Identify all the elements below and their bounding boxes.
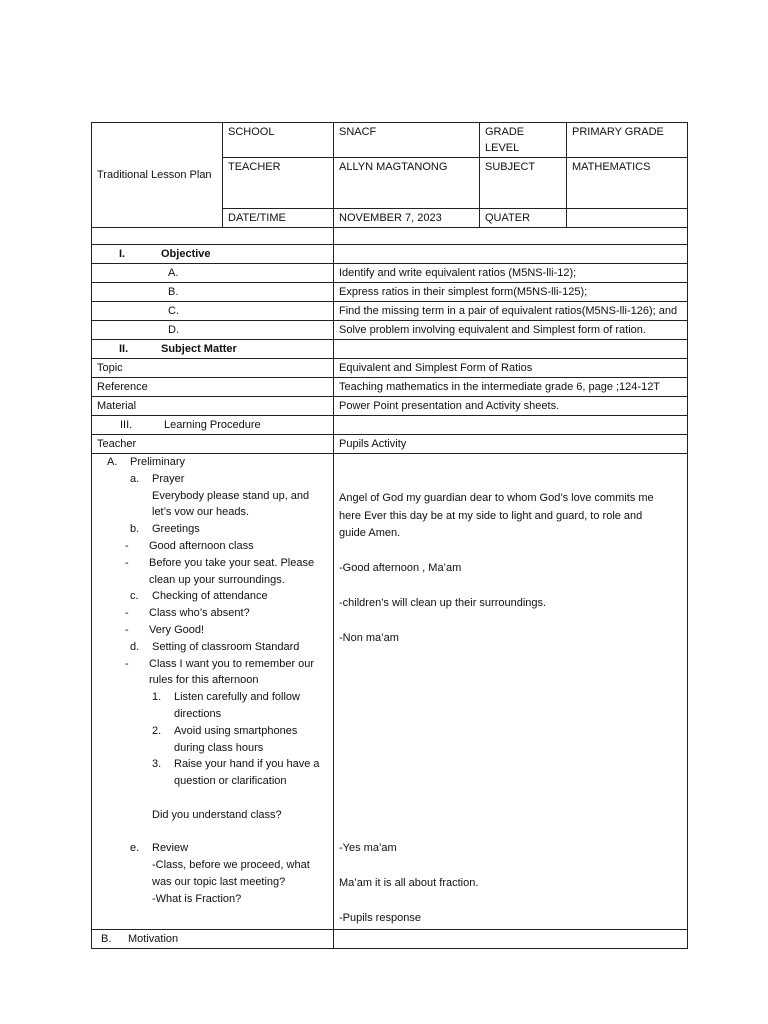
objective-title: Objective (161, 248, 211, 260)
procedure-heading (92, 416, 334, 435)
teacher-line (98, 639, 329, 656)
teacher-line (98, 723, 329, 740)
teacher-line-text: question or clarification (174, 775, 287, 788)
pupil-line (339, 613, 682, 631)
pupil-line (339, 718, 682, 736)
lesson-plan-table (91, 122, 688, 949)
pupil-line (339, 648, 682, 666)
teacher-line-marker: c. (130, 590, 139, 603)
pupil-line: -Good afternoon , Ma’am (339, 562, 462, 574)
reference-label: Reference (92, 378, 334, 397)
datetime-label: DATE/TIME (223, 209, 334, 228)
teacher-line-text: Greetings (152, 523, 200, 536)
school-label: SCHOOL (223, 123, 334, 158)
teacher-line (98, 740, 329, 757)
reference-value: Teaching mathematics in the intermediate grade 6, page ;124-12T (334, 378, 688, 397)
teacher-line-text: let’s vow our heads. (152, 506, 250, 519)
motivation-title: Motivation (128, 932, 179, 945)
pupil-line (339, 893, 682, 911)
teacher-line (98, 790, 329, 807)
teacher-line-marker: d. (130, 640, 140, 653)
pupil-line (339, 683, 682, 701)
grade-level-value: PRIMARY GRADE (567, 123, 688, 158)
teacher-line-text: Before you take your seat. Please (149, 556, 315, 569)
quarter-label: QUATER (480, 209, 567, 228)
teacher-activity-lines (98, 454, 329, 908)
blank-cell (92, 228, 334, 245)
teacher-line (98, 504, 329, 521)
pupil-line: -Yes ma’am (339, 842, 397, 854)
teacher-line (98, 454, 329, 471)
datetime-value: NOVEMBER 7, 2023 (334, 209, 480, 228)
teacher-line-marker: - (125, 539, 129, 552)
teacher-line (98, 471, 329, 488)
subject-matter-heading (92, 340, 334, 359)
teacher-line (98, 689, 329, 706)
teacher-line-text: rules for this afternoon (149, 674, 259, 687)
teacher-line (98, 555, 329, 572)
pupil-line (339, 700, 682, 718)
teacher-line-text: -Class, before we proceed, what (152, 859, 310, 872)
teacher-line-text: Class I want you to remember our (149, 657, 315, 670)
teacher-activity-cell (92, 454, 334, 930)
teacher-line-text: Setting of classroom Standard (152, 640, 300, 653)
teacher-line-text: Good afternoon class (149, 539, 254, 552)
objective-letter: C. (92, 302, 334, 321)
teacher-line (98, 773, 329, 790)
blank-cell (334, 228, 688, 245)
teacher-column-header: Teacher (92, 435, 334, 454)
material-label: Material (92, 397, 334, 416)
pupil-line (339, 735, 682, 753)
teacher-value: ALLYN MAGTANONG (334, 158, 480, 209)
subject-label: SUBJECT (480, 158, 567, 209)
teacher-line-text: Checking of attendance (152, 590, 268, 603)
material-value: Power Point presentation and Activity sheets. (334, 397, 688, 416)
objective-letter: A. (92, 264, 334, 283)
teacher-line-text: -What is Fraction? (152, 892, 242, 905)
procedure-number: III. (120, 419, 133, 431)
objective-number: I. (119, 248, 126, 260)
pupil-line (339, 543, 682, 561)
teacher-line-marker: A. (107, 456, 118, 468)
teacher-line-text: Review (152, 842, 189, 855)
teacher-line-marker: - (125, 623, 129, 636)
topic-label: Topic (92, 359, 334, 378)
quarter-value (567, 209, 688, 228)
teacher-line (98, 588, 329, 605)
teacher-line-marker: 2. (152, 724, 162, 737)
school-value: SNACF (334, 123, 480, 158)
teacher-line-text: was our topic last meeting? (152, 875, 286, 888)
teacher-line-marker: - (125, 556, 129, 569)
subject-matter-title: Subject Matter (161, 343, 237, 355)
pupil-line (339, 473, 682, 491)
pupil-line (339, 805, 682, 823)
pupils-column-header: Pupils Activity (334, 435, 688, 454)
teacher-line-marker: b. (130, 523, 140, 536)
objective-text: Identify and write equivalent ratios (M5NS-lli-12); (334, 264, 688, 283)
pupil-line (339, 578, 682, 596)
topic-value: Equivalent and Simplest Form of Ratios (334, 359, 688, 378)
teacher-line (98, 521, 329, 538)
teacher-line (98, 605, 329, 622)
objective-letter: D. (92, 321, 334, 340)
pupil-activity-lines (339, 455, 682, 928)
teacher-line (98, 656, 329, 673)
teacher-line-text: Preliminary (130, 456, 186, 468)
teacher-line-text: during class hours (174, 741, 264, 754)
teacher-line-text: Raise your hand if you have a (174, 758, 320, 771)
teacher-line-text: Did you understand class? (152, 808, 282, 821)
pupil-line: -Non ma’am (339, 632, 399, 644)
teacher-line (98, 706, 329, 723)
teacher-line-text: Prayer (152, 472, 185, 485)
subject-matter-number: II. (119, 343, 129, 355)
pupil-activity-cell (334, 454, 688, 930)
objective-text: Find the missing term in a pair of equivalent ratios(M5NS-lli-126); and (334, 302, 688, 321)
pupil-line: Angel of God my guardian dear to whom God’s love commits me (339, 492, 654, 504)
teacher-line-marker: - (125, 607, 129, 620)
teacher-line (98, 756, 329, 773)
pupil-line (339, 770, 682, 788)
pupil-line (339, 858, 682, 876)
blank-cell (334, 929, 688, 948)
teacher-label: TEACHER (223, 158, 334, 209)
pupil-line: guide Amen. (339, 527, 401, 539)
pupil-line: Ma’am it is all about fraction. (339, 877, 479, 889)
objective-heading (92, 245, 334, 264)
pupil-line: -children’s will clean up their surroundings. (339, 597, 547, 609)
teacher-line-marker: a. (130, 472, 140, 485)
blank-cell (334, 340, 688, 359)
blank-cell (334, 416, 688, 435)
teacher-line (98, 807, 329, 824)
teacher-line (98, 824, 329, 841)
pupil-line (339, 455, 682, 473)
teacher-line-marker: 3. (152, 758, 162, 771)
pupil-line (339, 788, 682, 806)
teacher-line-marker: - (125, 657, 129, 670)
teacher-line-text: Listen carefully and follow (174, 691, 300, 704)
teacher-line (98, 622, 329, 639)
pupil-line (339, 665, 682, 683)
objective-text: Express ratios in their simplest form(M5NS-lli-125); (334, 283, 688, 302)
pupil-line: -Pupils response (339, 912, 421, 924)
plan-title: Traditional Lesson Plan (92, 123, 223, 228)
pupil-line: here Ever this day be at my side to light and guard, to role and (339, 509, 643, 522)
teacher-line-text: directions (174, 707, 222, 720)
objective-letter: B. (92, 283, 334, 302)
lesson-plan-document (91, 122, 687, 949)
teacher-line (98, 840, 329, 857)
teacher-line-marker: 1. (152, 691, 162, 704)
teacher-line (98, 572, 329, 589)
teacher-line-text: Very Good! (149, 623, 205, 636)
teacher-line (98, 874, 329, 891)
motivation-letter: B. (101, 932, 112, 945)
teacher-line (98, 857, 329, 874)
blank-cell (334, 245, 688, 264)
teacher-line-text: Everybody please stand up, and (152, 489, 310, 502)
grade-level-label: GRADE LEVEL (480, 123, 567, 158)
teacher-line (98, 672, 329, 689)
teacher-line-marker: e. (130, 842, 140, 855)
teacher-line (98, 891, 329, 908)
pupil-line (339, 823, 682, 841)
objective-text: Solve problem involving equivalent and Simplest form of ration. (334, 321, 688, 340)
pupil-line (339, 753, 682, 771)
teacher-line (98, 538, 329, 555)
teacher-line (98, 488, 329, 505)
subject-value: MATHEMATICS (567, 158, 688, 209)
motivation-heading (92, 929, 334, 948)
teacher-line-text: clean up your surroundings. (149, 573, 285, 586)
teacher-line-text: Avoid using smartphones (174, 724, 298, 737)
teacher-line-text: Class who’s absent? (149, 607, 250, 620)
procedure-title: Learning Procedure (164, 419, 261, 431)
